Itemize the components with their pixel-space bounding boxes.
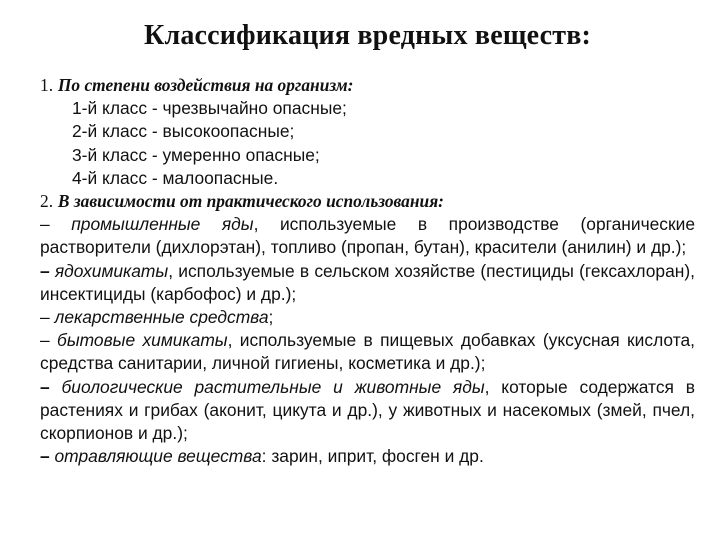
hazard-class-item: 2-й класс - высокоопасные; xyxy=(72,121,295,142)
item-dash: – xyxy=(40,214,50,235)
item-text: , используемые в производстве (органические растворители (дихлорэтан), топливо (пропан, бутан), красители (анилин) и др.); xyxy=(40,214,695,258)
hazard-class-item: 3-й класс - умеренно опасные; xyxy=(72,144,320,165)
item-dash: – xyxy=(40,376,50,397)
item-text: : зарин, иприт, фосген и др. xyxy=(261,446,484,467)
usage-item xyxy=(40,329,695,375)
section-heading: В зависимости от практического использования: xyxy=(57,191,444,212)
item-dash: – xyxy=(40,307,50,328)
section-number: 2. xyxy=(40,191,54,212)
item-text: , которые содержатся в растениях и грибах (аконит, цикута и др.), у животных и насекомых (змей, пчел, скорпионов и др.); xyxy=(40,376,695,444)
item-dash: – xyxy=(40,446,50,467)
usage-item xyxy=(40,260,695,306)
section-heading: По степени воздействия на организм: xyxy=(57,75,354,95)
item-text: , используемые в сельском хозяйстве (пестициды (гексахлоран), инсектициды (карбофос) и др.); xyxy=(40,260,695,304)
usage-item xyxy=(40,445,695,468)
section-2-heading xyxy=(40,190,695,213)
usage-item xyxy=(40,213,695,259)
section-number: 1. xyxy=(40,75,54,95)
item-term: биологические растительные и животные яды xyxy=(61,376,485,397)
slide-title: Классификация вредных веществ: xyxy=(143,20,592,51)
usage-item xyxy=(40,306,695,329)
hazard-class-item: 1-й класс - чрезвычайно опасные; xyxy=(72,98,347,119)
item-term: бытовые химикаты xyxy=(57,330,228,351)
item-dash: – xyxy=(40,330,50,351)
item-term: отравляющие вещества xyxy=(54,446,262,467)
hazard-class-item: 4-й класс - малоопасные. xyxy=(72,167,279,188)
slide-content xyxy=(40,74,695,468)
item-text: ; xyxy=(268,307,274,328)
section-1-heading xyxy=(40,74,695,97)
item-dash: – xyxy=(40,260,50,281)
item-term: ядохимикаты xyxy=(54,260,169,281)
item-text: , используемые в пищевых добавках (уксусная кислота, средства санитарии, личной гигиены, косметика и др.); xyxy=(40,330,695,374)
item-term: лекарственные средства xyxy=(54,307,269,328)
item-term: промышленные яды xyxy=(71,214,254,235)
usage-item xyxy=(40,376,695,446)
